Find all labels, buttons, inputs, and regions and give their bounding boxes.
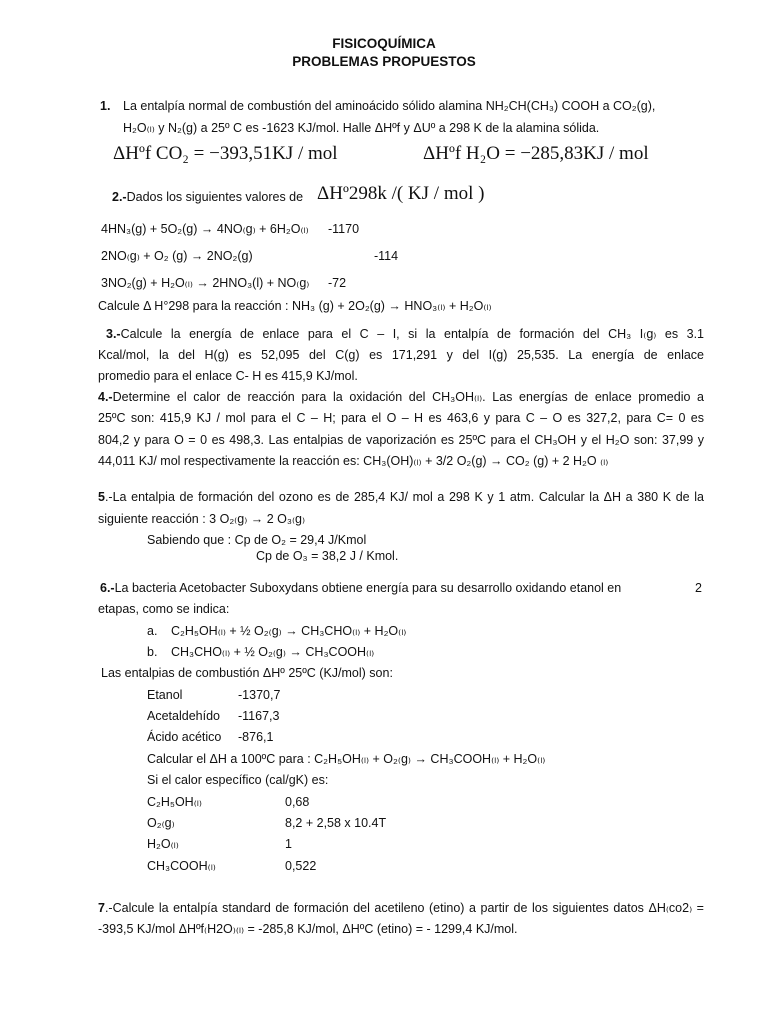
problem-1-line: La entalpía normal de combustión del aminoácido sólido alamina NH₂CH(CH₃) COOH a CO₂(g),: [123, 99, 656, 113]
combustion-name: Acetaldehído: [147, 709, 220, 723]
step-label: a.: [147, 624, 158, 638]
step-label: b.: [147, 645, 158, 659]
problem-5-cp: Sabiendo que : Cp de O₂ = 29,4 J/Kmol: [147, 533, 367, 547]
reaction-equation: 3NO₂(g) + H₂O₍ₗ₎ → 2HNO₃(l) + NO₍g₎: [101, 276, 310, 290]
cp-label: Si el calor específico (cal/gK) es:: [147, 773, 329, 787]
problem-1-number: 1.: [100, 99, 111, 113]
combustion-value: -1370,7: [238, 688, 281, 702]
problem-4-line: 44,011 KJ/ mol respectivamente la reacción es: CH₃(OH)₍ₗ₎ + 3/2 O₂(g) → CO₂ (g) + 2 H₂O ₍ₗ₎: [98, 454, 609, 468]
combustion-name: Etanol: [147, 688, 183, 702]
cp-name: C₂H₅OH₍ₗ₎: [147, 795, 202, 809]
problem-4-line: 4.-Determine el calor de reacción para la oxidación del CH₃OH₍ₗ₎. Las energías de enlace promedio a: [98, 390, 704, 404]
combustion-name: Ácido acético: [147, 730, 222, 744]
problem-5-cp: Cp de O₃ = 38,2 J / Kmol.: [256, 549, 399, 563]
problem-4-line: 804,2 y para O = 0 es 498,3. Las entalpias de vaporización es 25ºC para el CH₃OH y el H₂O son: 37,99 y: [98, 433, 704, 447]
enthalpy-h2o-equation: ΔHºf H₂O = −285,83KJ / mol: [423, 143, 649, 164]
problem-6-line: 6.-La bacteria Acetobacter Suboxydans obtiene energía para su desarrollo oxidando etanol en: [100, 581, 622, 595]
cp-value: 8,2 + 2,58 x 10.4T: [285, 816, 387, 830]
reaction-equation: 4HN₃(g) + 5O₂(g) → 4NO₍g₎ + 6H₂O₍ₗ₎: [101, 222, 309, 236]
problem-5-line: siguiente reacción : 3 O₂₍g₎ → 2 O₃₍g₎: [98, 512, 306, 526]
step-equation: CH₃CHO₍ₗ₎ + ½ O₂₍g₎ → CH₃COOH₍ₗ₎: [171, 645, 375, 659]
cp-value: 0,68: [285, 795, 310, 809]
document-subtitle: PROBLEMAS PROPUESTOS: [292, 54, 476, 69]
problem-6-line-right: 2: [695, 581, 702, 595]
cp-name: O₂₍g₎: [147, 816, 175, 830]
combustion-value: -1167,3: [238, 709, 280, 723]
reaction-equation: 2NO₍g₎ + O₂ (g) → 2NO₂(g): [101, 249, 253, 263]
enthalpy-co2-equation: ΔHºf CO₂ = −393,51KJ / mol: [113, 143, 338, 164]
problem-3-line: promedio para el enlace C- H es 415,9 KJ/mol.: [98, 369, 358, 383]
combustion-label: Las entalpias de combustión ΔHº 25ºC (KJ/mol) son:: [101, 666, 393, 680]
problem-2-intro: 2.-Dados los siguientes valores de: [112, 190, 304, 204]
problem-5-line: 5.-La entalpia de formación del ozono es de 285,4 KJ/ mol a 298 K y 1 atm. Calcular la ΔH a 380 K de la: [98, 490, 704, 504]
problem-6-line: etapas, como se indica:: [98, 602, 230, 616]
problem-2-question: Calcule Δ H°298 para la reacción : NH₃ (g) + 2O₂(g) → HNO₃₍ₗ₎ + H₂O₍ₗ₎: [98, 299, 492, 313]
document-title: FISICOQUÍMICA: [332, 36, 436, 51]
calc-question: Calcular el ΔH a 100ºC para : C₂H₅OH₍ₗ₎ + O₂₍g₎ → CH₃COOH₍ₗ₎ + H₂O₍ₗ₎: [147, 752, 546, 766]
cp-name: H₂O₍ₗ₎: [147, 837, 179, 851]
problem-1-line: H₂O₍ₗ₎ y N₂(g) a 25º C es -1623 KJ/mol. Halle ΔHºf y ΔUº a 298 K de la alamina sólida.: [123, 121, 600, 135]
combustion-value: -876,1: [238, 730, 274, 744]
cp-value: 0,522: [285, 859, 317, 873]
problem-7-line: 7.-Calcule la entalpía standard de formación del acetileno (etino) a partir de los siguientes datos ΔH₍co2₎ =: [98, 901, 704, 915]
problem-3-line: 3.-Calcule la energía de enlace para el C – I, si la entalpía de formación del CH₃ I₍g₎ es 3.1: [106, 327, 704, 341]
cp-value: 1: [285, 837, 292, 851]
problem-7-line: -393,5 KJ/mol ΔHºf₍H2O₎₍ₗ₎ = -285,8 KJ/mol, ΔHºC (etino) = - 1299,4 KJ/mol.: [98, 922, 518, 936]
problem-2-intro-equation: ΔHº298k /( KJ / mol ): [317, 183, 485, 204]
reaction-value: -1170: [328, 222, 360, 236]
problem-4-line: 25ºC son: 415,9 KJ / mol para el C – H; para el O – H es 463,6 y para C – O es 327,2, para C= 0 es: [98, 411, 704, 425]
reaction-value: -72: [328, 276, 347, 290]
problem-3-line: Kcal/mol, la del H(g) es 52,095 del C(g) es 171,291 y del I(g) 25,535. La energía de enlace: [98, 348, 704, 362]
step-equation: C₂H₅OH₍ₗ₎ + ½ O₂₍g₎ → CH₃CHO₍ₗ₎ + H₂O₍ₗ₎: [171, 624, 407, 638]
reaction-value: -114: [374, 249, 399, 263]
cp-name: CH₃COOH₍ₗ₎: [147, 859, 216, 873]
